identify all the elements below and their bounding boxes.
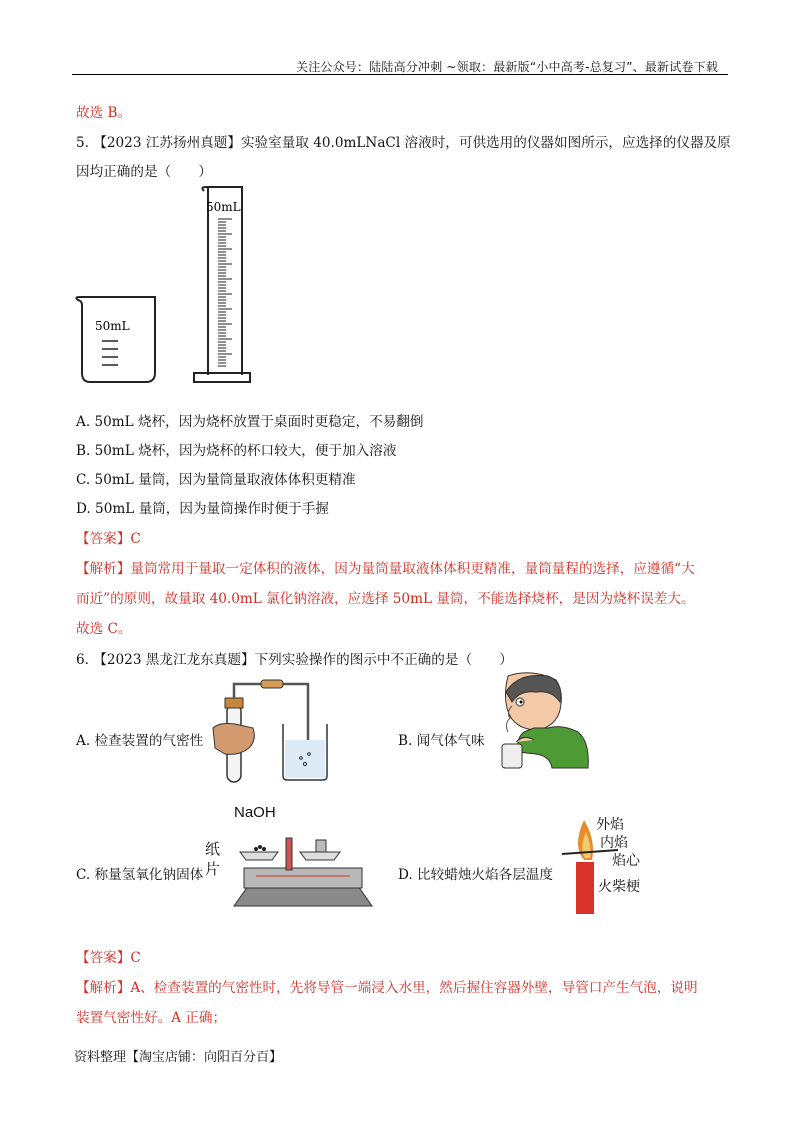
q5-option-a: A. 50mL 烧杯，因为烧杯放置于桌面时更稳定，不易翻倒	[76, 414, 424, 430]
paper-label-1: 纸	[205, 840, 221, 858]
q6-option-a: A. 检查装置的气密性	[76, 733, 204, 749]
header-divider	[72, 74, 728, 75]
page-footer: 资料整理【淘宝店铺：向阳百分百】	[74, 1050, 283, 1065]
q5-instruments-figure	[70, 185, 260, 385]
q5-option-c: C. 50mL 量筒，因为量筒量取液体体积更精准	[76, 472, 356, 488]
prev-conclusion: 故选 B。	[76, 105, 132, 121]
q6-answer: 【答案】C	[76, 950, 141, 966]
match-label: 火柴梗	[598, 879, 640, 895]
q6-analysis-line2: 装置气密性好。A 正确；	[76, 1010, 227, 1026]
q5-conclusion: 故选 C。	[76, 621, 132, 637]
q5-answer: 【答案】C	[76, 531, 141, 547]
smell-gas-figure	[490, 672, 600, 782]
q6-option-c: C. 称量氢氧化钠固体	[76, 867, 204, 883]
naoh-label: NaOH	[234, 804, 276, 821]
airtightness-figure	[205, 676, 365, 786]
q5-option-b: B. 50mL 烧杯，因为烧杯的杯口较大，便于加入溶液	[76, 443, 397, 459]
q5-analysis-line2: 而近”的原则，故量取 40.0mL 氯化钠溶液，应选择 50mL 量筒，不能选择烧杯，是因为烧杯误差大。	[76, 591, 695, 607]
flame-inner-label: 内焰	[600, 835, 628, 851]
beaker-label: 50mL	[95, 319, 130, 333]
flame-core-label: 焰心	[612, 853, 640, 869]
flame-outer-label: 外焰	[596, 817, 624, 833]
beaker-figure	[76, 297, 155, 382]
q6-option-b: B. 闻气体气味	[398, 733, 485, 749]
cylinder-label: 50mL	[206, 200, 241, 214]
q6-option-d: D. 比较蜡烛火焰各层温度	[398, 867, 553, 883]
page-header: 关注公众号：陆陆高分冲刺 ~领取：最新版“小中高考-总复习”、最新试卷下载	[296, 60, 719, 74]
cylinder-figure	[194, 187, 250, 382]
q5-stem-line1: 5. 【2023 江苏扬州真题】实验室量取 40.0mLNaCl 溶液时，可供选用的仪器如图所示，应选择的仪器及原	[76, 135, 731, 151]
q6-stem: 6. 【2023 黑龙江龙东真题】下列实验操作的图示中不正确的是（ ）	[76, 652, 513, 668]
q5-option-d: D. 50mL 量筒，因为量筒操作时便于手握	[76, 501, 329, 517]
balance-figure	[228, 824, 378, 914]
q5-analysis-line1: 【解析】量筒常用于量取一定体积的液体，因为量筒量取液体体积更精准，量筒量程的选择，应遵循“大	[76, 561, 695, 577]
q6-analysis-line1: 【解析】A、检查装置的气密性时，先将导管一端浸入水里，然后握住容器外壁，导管口产生气泡，说明	[76, 980, 698, 996]
paper-label-2: 片	[205, 860, 221, 878]
q5-stem-line2: 因均正确的是（ ）	[76, 164, 212, 180]
